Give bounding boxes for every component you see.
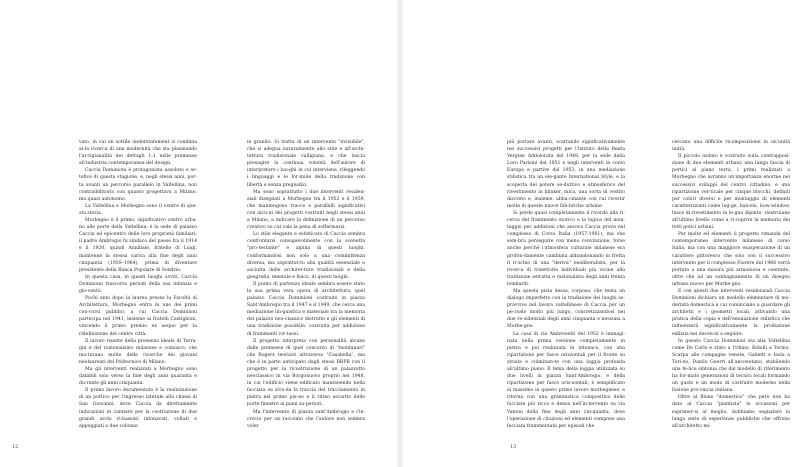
paragraph: cercano una difficile ricomposizione in un'unità unità. xyxy=(672,140,790,153)
paragraph: Il piccolo isolato è costruito sulla contrapposi-zione di due elementi urbani: una lunga fascia di portici al piano terra, i primi realizzati a Morbegno che avranno un'importanza enorme nei successivi sviluppi del centro cittadino, e una ripartizione ver-ticale per cinque blocchi, definiti per colori diversi e per montaggio di elementi caratterizzanti come log-ge, balconi, bow-window, fasce di rivestimento in le-gno dipinto, riestruiane all'ultimo livello come a ri-coprire la memoria dei tetti gotici urbani. xyxy=(672,154,790,231)
right-page xyxy=(402,0,800,467)
paragraph: vato, in cui un sottile understatement si combina al-la ricerca di una modernità che sta plasmando l'ar-tigianalità dei dettagli 1:1 nelle premesse all'industria contemporanea del design. xyxy=(79,140,197,167)
paragraph: La Valtellina e Morbegno sono il centro di que-sta storia. xyxy=(79,203,197,216)
paragraph: Ma l'intervento di piazza sant'Ambrogio e l'in-crocio per un racconto che l'autore non sembra voler xyxy=(247,409,365,429)
left-page xyxy=(0,0,398,467)
paragraph: Ma questa pista dessa, corposa, che tenta un dialogo imperfetto con la tradizione dei luoghi so-pravvive nel lavoro valtellinese di Caccia per un pe-riodo molto più lungo, concretizzandosi nei due re-sidenziali degli anni cinquanta e nessuna a Morbe-gno. xyxy=(507,288,625,330)
left-page-column-1 xyxy=(79,139,197,430)
paragraph: Si perde quasi completamente il ricordo alla ri-cerca del frammento storico e la logica del mon-taggio per addizioni che ancora Caccia prova nel complesso di Corso Italia (1957-1961), ma che sem-bra perseguire con meno convinzione, forse anche perché l'atmosfera culturale milanese era profon-damente cambiata abbandonando in fretta il ri-schio di una "deriva" neoliberalista, per la ricerca di traiettorie individuali più vicine alla tradizione astratta e razionalista degli anni trenta lombardi. xyxy=(507,210,625,287)
page-number: 13 xyxy=(510,444,517,450)
paragraph: più portare avanti, scartando significativamente nei successivi progetti per l'Istituto della Beata Vergine Addolorata del 1948, per la sede della Loro Parisini del 1951 e negli interventi in corso Europa e partire dal 1953, in una mediazione stilistica tra un ele-gante International Style, e la scoperta del potere se-duttivo e atmosferico del rivestimento in klinker, mica, una sorta di vestito discreto e, insieme, abba-cinante con cui rivestir molte di queste nuove fab-briche urbane. xyxy=(507,140,625,209)
page-number: 12 xyxy=(12,444,19,450)
paragraph: Per molte ed elementi il progetto rimanda del contemporaneo intervento milanese di corso Italia, ma con una maggiore esasperazione di un carattere pittoresco che solo con il successivo intervento per il complesso Fiorere del 1968 verrà portato a una misura più armoniosa e coerente, oltre che ad un sobbagnamento di un disegno urbano nuovo per Morbe-gno. xyxy=(672,232,790,287)
paragraph: Oltre al filone "domestico" che però non ha dato al Caccia "piantista" le occasioni per esprimer-si al meglio, dobbiamo segnalare la lunga serie di esperienze pubbliche che offrono all'architetto mi- xyxy=(672,395,790,429)
paragraph: Il punto di partenza ideale sembra essere stato la sua prima vera opera di architettura, quel palazzo Caccia Dominioni costruito in piazza Sant'Ambrogio tra il 1947 e il 1949, che cerca una mediazione lin-guistica e materiale tra la memoria del palazzo neo-classico distrutto e gli elementi di una tradizione possibile, costruita per addizione di frammenti vir-tuosi. xyxy=(247,281,365,337)
paragraph: Lo stile elegante e sofisticato di Caccia sembra confrontarsi consapevolmente con la scenetta "pro-testante" e alpina di questi luoghi, conformandosi non solo a una committenza diversa, ma soprattut-to alla qualità essenziale e asciutta delle architet-ture tradizionali e della geografia, mentale e fisica, di questi luoghi. xyxy=(247,232,365,280)
right-page-column-1 xyxy=(507,139,625,430)
paragraph: Il lavoro risente della presenza ideale di Terra-gni e del razionalismo milanese e comasco; che ma-turano molte delle ricerche dei giovani neolaureati del Politecnico di Milano. xyxy=(79,338,197,365)
left-page-column-2 xyxy=(247,139,365,430)
paragraph: Il primo lavoro documentato è la realizzazione di un portico per l'ingresso laterale alla chiesa di San Giovanni, dove Caccia da direttamente indicazioni in cantiere per la costruzione di due grandi archi ri-bassati intonacati, voltati e appoggiati a due colonne xyxy=(79,388,197,429)
paragraph: in granito. Si tratta di un intervento "invisibile", che si adegua naturalmente allo stile e all'archi-tettura tradizionale valligiana, e che lascia presagire la continua volontà dell'autore di interpretare i luo-ghi in cui interviene, rileggendo i linguaggi e le for-mule della tradizione con libertà e senza pregiudizi. xyxy=(247,140,365,188)
right-page-column-2 xyxy=(672,139,790,430)
paragraph: In questo Caccia Dominioni sta alla Valtellina come De Carlo è stato a Urbino, Bidolli a Torino, Scarpa alle campagne venete, Gabetti e Isola a Tori-no, Danilo Guerri all'anconetano, stabilendo una fe-lice sintonia che dal modello di riferimento ha for-mato generazioni di tecnici locali formando un gusto e un modo di costruire moderno nella fusione pro-vincia italiana. xyxy=(672,338,790,394)
paragraph: E con questi due interventi residenziali Caccia Dominioni dichiara un modello elementare di mo-dernità domestica a cui cominciano a guardare gli architetti e i geometri locali, attivando una pratica della copia e dell'emulazione stilistica che influenzerà significativamente la produzione edilizia nei decen-ni a seguire. xyxy=(672,288,790,337)
paragraph: Caccia Dominioni è protagonista assoluto e ar-tefice di questa stagione, e, negli stessi anni, por-ta avanti un percorso parallelo in Valtellina, non contraddittorio con quanto progettava a Milano, ma quasi autonomo. xyxy=(79,168,197,202)
paragraph: In questa casa, in questi luoghi avvìti, Caccia Dominioni trascorre periodi della sua infanzia e gio-ventù. xyxy=(79,274,197,294)
paragraph: Pochi anni dopo la laurea presso la Facoltà di Architettura, Morbegno entra in uno dei primi con-corsi pubblici a cui Caccia Dominioni partecipa nel 1941, insieme ai fratelli Castiglioni, vincendo il primo premio ex aequo per la ridefinizione del centro città. xyxy=(79,296,197,337)
paragraph: Ma gli interventi realizzati a Morbegno sono databili solo verso la fine degli anni quaranta e du-rante gli anni cinquanta. xyxy=(79,367,197,387)
paragraph: Ma sono soprattutto i due interventi residen-ziali disegnati a Morbegno tra il 1952 e il 1959, che mantengono tracce e parallelli significativi con alcu-ni dei progetti costruiti negli stessi anni a Milano, a indicare la definizione di un percorso creativo su cui vale la pena di soffermarsi. xyxy=(247,189,365,231)
paragraph: Morbegno è il primo, significativo centro urba-no alle porte della Valtellina; è la sede di palazzo Caccia ed epicentro delle loro proprietà familiari; il padre Ambrogio fu sindaco del paese fra il 1914 e il 1920, quindi Annibale, fratello di Luigi, mantenne la stessa carica alla fine degli anni cinquanta (1959–1964), prima di diventare presidente della Banca Popolare di Sondrio. xyxy=(79,218,197,273)
paragraph: La casa di via Ambrosetti del 1952 è immagi-nata nella prima versione completamente in pietra e poi realizzata in intonaco, con una ripartizione per fasce orizzontali per il fronte su strada e culminan-te con una loggia profonda all'ultimo piano. Il tema della loggia utilizzata su due livelli in piazza Sant'Ambrogio, e della ripartizione per fasce oriz-zontali, è semplificato al massimo in questo primo lavoro morbegnese, e ritorna con una grammatica compositiva delle facciate più ricca e densa nell'in-tervento su via Vanoni della fine degli anni cin-quanta, dove l'operazione di citazioni ed elementi compone una facciata frammentata per episodi che xyxy=(507,331,625,429)
paragraph: Il progetto interpreta con personalità alcune delle premesse di quel concorso di "montanari" che Rogers teorizzò attraverso "Casabella", ma che è in parte anticipato dagli stessi BBPR con il progetto per la ricostruzione di un palazzotto neoclassico in via Borgonuovo proprio nel 1948, in cui l'edificio viene edificato mantenendo nella facciata su stra-da la traccia del tracciamento in pietra nel primo pia-no e il ritmo asciutto delle porte finestre ai piani su-periori. xyxy=(247,338,365,408)
